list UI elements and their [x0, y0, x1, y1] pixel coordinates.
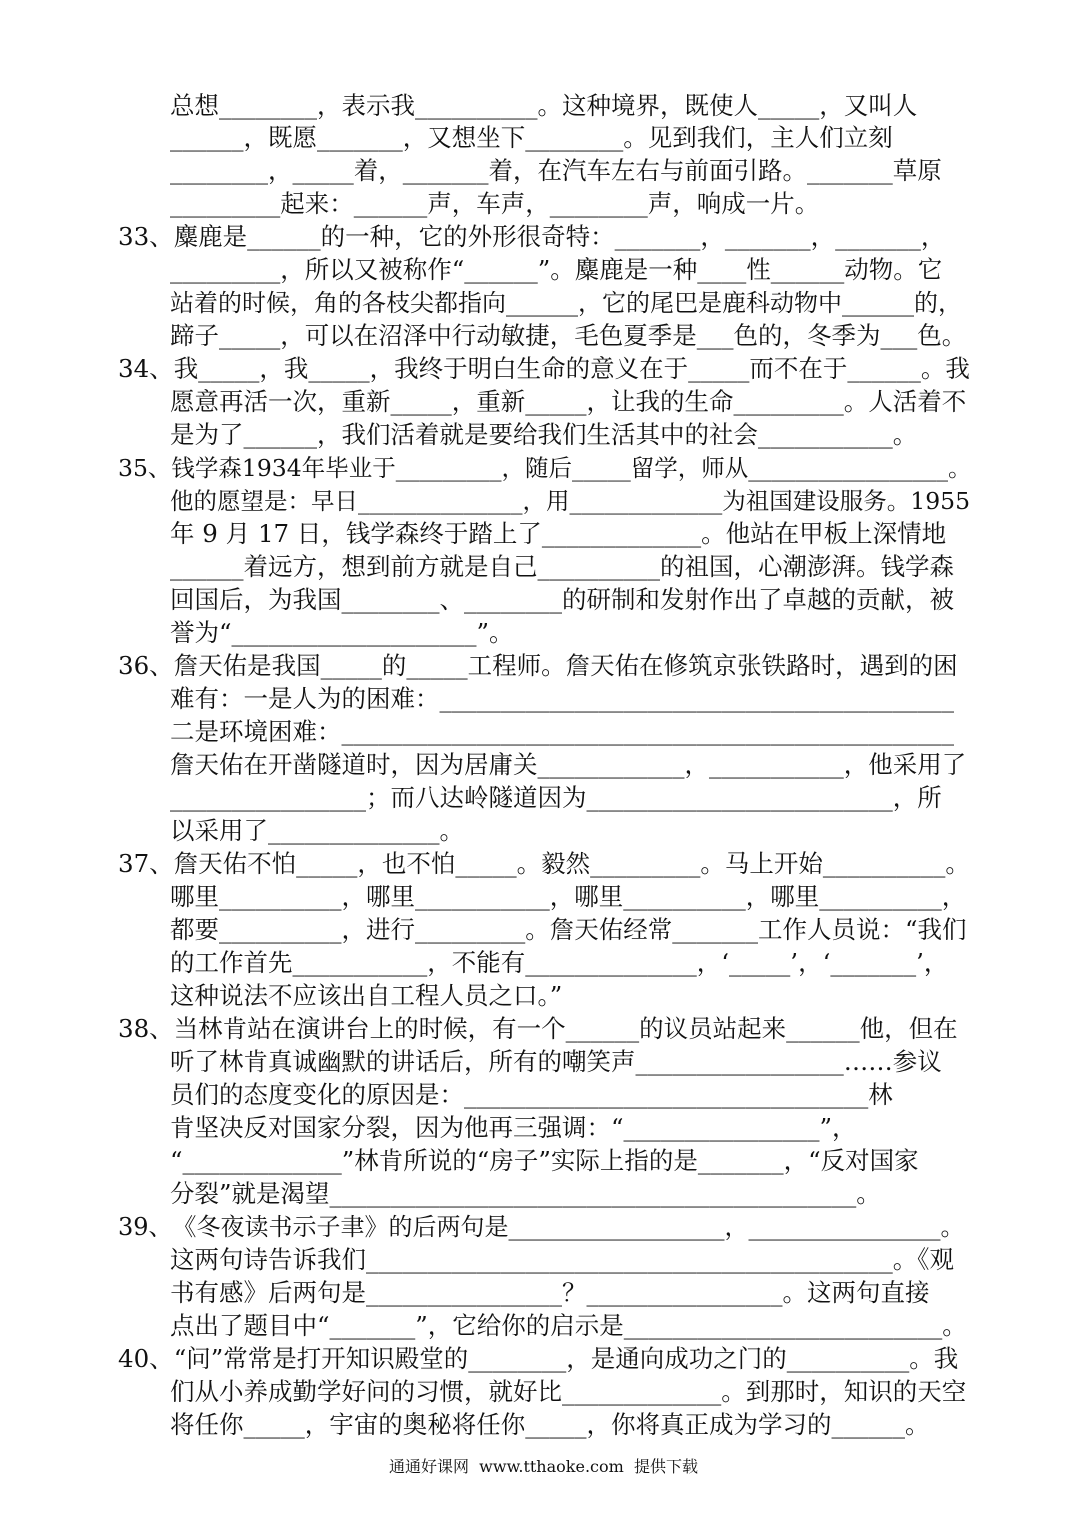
- text-line: 总想________，表示我__________。这种境界，既使人_____，又叫人: [170, 91, 918, 120]
- text-line: 们从小养成勤学好问的习惯，就好比_____________。到那时，知识的天空: [170, 1377, 967, 1406]
- question-text: 《冬夜读书示子聿》的后两句是__________________，________________。: [172, 1213, 965, 1241]
- text-line: 听了林肯真诚幽默的讲话后，所有的嘲笑声_________________……参议: [170, 1047, 942, 1076]
- question-number: 38、: [118, 1014, 174, 1043]
- text-line: 愿意再活一次，重新_____，重新_____，让我的生命_________。人活着不: [170, 387, 967, 416]
- text-line: ________，_____着，_______着，在汽车左右与前面引路。_______草原: [170, 156, 942, 185]
- text-line: ________________；而八达岭隧道因为_________________________，所: [170, 783, 942, 812]
- text-line: 蹄子_____，可以在沼泽中行动敏捷，毛色夏季是___色的，冬季为___色。: [170, 321, 967, 350]
- text-line: “_____________”林肯所说的“房子”实际上指的是_______，“反对国家: [170, 1146, 919, 1175]
- text-line: 詹天佑在开凿隧道时，因为居庸关____________，___________，他采用了: [170, 750, 967, 779]
- question-text: 钱学森1934年毕业于_________，随后_____留学，师从_________________。: [171, 454, 972, 482]
- question-text: “问”常常是打开知识殿堂的________，是通向成功之门的__________。我: [173, 1344, 959, 1373]
- question-number: 33、: [118, 222, 174, 251]
- question-text: 詹天佑不怕_____，也不怕_____。毅然_________。马上开始__________。: [173, 849, 970, 878]
- question-38: [118, 1013, 958, 1045]
- question-36: [118, 650, 958, 682]
- question-number: 36、: [118, 651, 174, 680]
- question-text: 詹天佑是我国_____的_____工程师。詹天佑在修筑京张铁路时，遇到的困: [173, 651, 958, 680]
- question-text: 麋鹿是______的一种，它的外形很奇特：_______，_______，_______，: [173, 222, 946, 251]
- text-line: _________起来：______声，车声，________声，响成一片。: [170, 189, 820, 218]
- text-line: ______，既愿_______，又想坐下________。见到我们，主人们立刻: [170, 123, 893, 152]
- text-line: 这两句诗告诉我们___________________________________________。《观: [170, 1245, 954, 1274]
- question-33: [118, 221, 945, 253]
- text-line: 二是环境困难：__________________________________________________: [170, 717, 954, 746]
- text-line: 的工作首先___________，不能有______________，‘_____’，‘_______’，: [170, 948, 949, 977]
- text-line: 年 9 月 17 日，钱学森终于踏上了_____________。他站在甲板上深情地: [170, 519, 947, 548]
- text-line: ______着远方，想到前方就是自己__________的祖国，心潮澎湃。钱学森: [170, 552, 954, 581]
- question-number: 34、: [118, 354, 174, 383]
- page-footer: 通通好课网 www.tthaoke.com 提供下载: [389, 1457, 698, 1476]
- text-line: 都要__________，进行_________。詹天佑经常_______工作人员说：“我们: [170, 915, 967, 944]
- text-line: 点出了题目中“_______”，它给你的启示是__________________________。: [170, 1311, 967, 1340]
- text-line: 书有感》后两句是________________？________________。这两句直接: [170, 1278, 930, 1307]
- question-35: [118, 452, 971, 484]
- text-line: 员们的态度变化的原因是：_________________________________林: [170, 1080, 893, 1109]
- question-39: [118, 1211, 965, 1243]
- question-number: 37、: [118, 849, 174, 878]
- text-line: 以采用了______________。: [170, 816, 464, 845]
- question-34: [118, 353, 970, 385]
- question-text: 我_____，我_____，我终于明白生命的意义在于_____而不在于______。我: [173, 354, 970, 383]
- text-line: 哪里__________，哪里___________，哪里__________，哪里__________，: [170, 882, 967, 911]
- question-number: 39、: [118, 1213, 173, 1241]
- question-text: 当林肯站在演讲台上的时候，有一个______的议员站起来______他，但在: [173, 1014, 958, 1043]
- text-line: 难有：一是人为的困难：__________________________________________: [170, 684, 954, 713]
- question-number: 40、: [118, 1344, 174, 1373]
- text-line: 肯坚决反对国家分裂，因为他再三强调：“________________”，: [170, 1113, 857, 1142]
- question-40: [118, 1343, 958, 1375]
- text-line: 将任你_____，宇宙的奥秘将任你_____，你将真正成为学习的______。: [170, 1410, 930, 1439]
- question-37: [118, 848, 970, 880]
- text-line: 回国后，为我国________、________的研制和发射作出了卓越的贡献，被: [170, 585, 954, 614]
- text-line: 誉为“____________________”。: [170, 618, 514, 647]
- text-line: 分裂”就是渴望___________________________________________。: [170, 1179, 881, 1208]
- text-line: _________，所以又被称作“______”。麋鹿是一种____性______动物。它: [170, 255, 943, 284]
- text-line: 他的愿望是：早日______________，用_____________为祖国建设服务。1955: [170, 487, 971, 515]
- text-line: 是为了______，我们活着就是要给我们生活其中的社会___________。: [170, 420, 918, 449]
- question-number: 35、: [118, 454, 172, 482]
- text-line: 这种说法不应该出自工程人员之口。”: [170, 981, 563, 1010]
- text-line: 站着的时候，角的各枝尖都指向______，它的尾巴是鹿科动物中______的，: [170, 289, 962, 317]
